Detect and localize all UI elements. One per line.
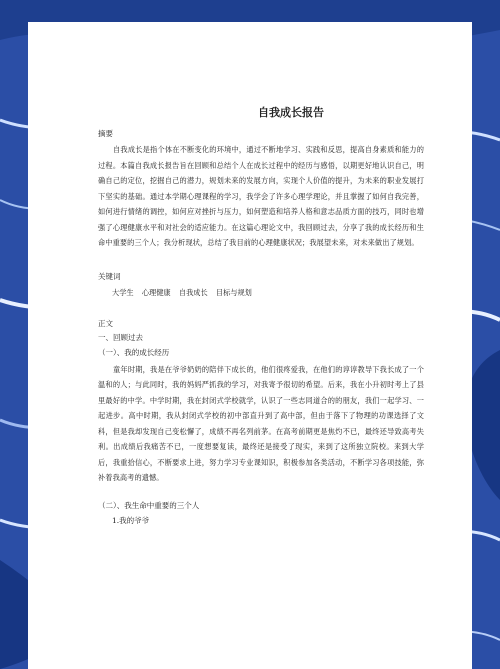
keywords-list: 大学生 心理健康 自我成长 目标与规划: [112, 287, 252, 297]
document-title: 自我成长报告: [258, 106, 324, 119]
abstract-label: 摘要: [98, 129, 113, 138]
subsection-heading-1-2: （二）、我生命中重要的三个人: [98, 500, 200, 510]
document-page: [28, 22, 472, 669]
body-label: 正文: [98, 318, 113, 328]
keywords-label: 关键词: [98, 271, 121, 281]
section-heading-1: 一、回顾过去: [98, 332, 143, 342]
subsection-heading-1-1: （一）、我的成长经历: [98, 347, 170, 357]
abstract-text: 自我成长是指个体在不断变化的环境中，通过不断地学习、实践和反思，提高自身素质和能力的过程。本篇自我成长报告旨在回顾和总结个人在成长过程中的经历与感悟，以期更好地认识自己，明确自己的定位，挖掘自己的潜力，规划未来的发展方向，实现个人价值的提升，为未来的职业发展打下坚实的基础。通过本学期心理课程的学习，我学会了许多心理学理论，并且掌握了如何自我完善，如何进行情绪的调控，如何应对挫折与压力，如何塑造和培养人格和意志品质方面的技巧，同时也增强了心理健康水平和对社会的适应能力。在这篇心理论文中，我回顾过去，分享了我的成长经历和生命中重要的三个人；我分析现状，总结了我目前的心理健康状况；我展望未来，对未来做出了规划。: [98, 145, 424, 247]
growth-experience-text: 童年时期，我是在爷爷奶奶的陪伴下成长的，他们很疼爱我，在他们的谆谆教导下我长成了一个温和的人；与此同时，我的妈妈严抓我的学习，对我寄予很切的希望。后来，我在小升初时考上了县里最好的中学。中学时期，我在封闭式学校就学，认识了一些志同道合的的朋友，我们一起学习、一起进步。高中时期，我从封闭式学校的初中部直升到了高中部，但由于落下了物理的功课选择了文科，但是我却发现自己变松懈了，成绩不再名列前茅。在高考前期更是焦灼不已，最终还导致高考失利。出成绩后我痛苦不已，一度想要复读，最终还是接受了现实，来到了这所独立院校。来到大学后，我重拾信心，不断要求上进，努力学习专业课知识，积极参加各类活动，不断学习各项技能，弥补着我高考的遗憾。: [98, 364, 424, 482]
subsection-heading-1-2-1: 1.我的爷爷: [112, 515, 150, 525]
